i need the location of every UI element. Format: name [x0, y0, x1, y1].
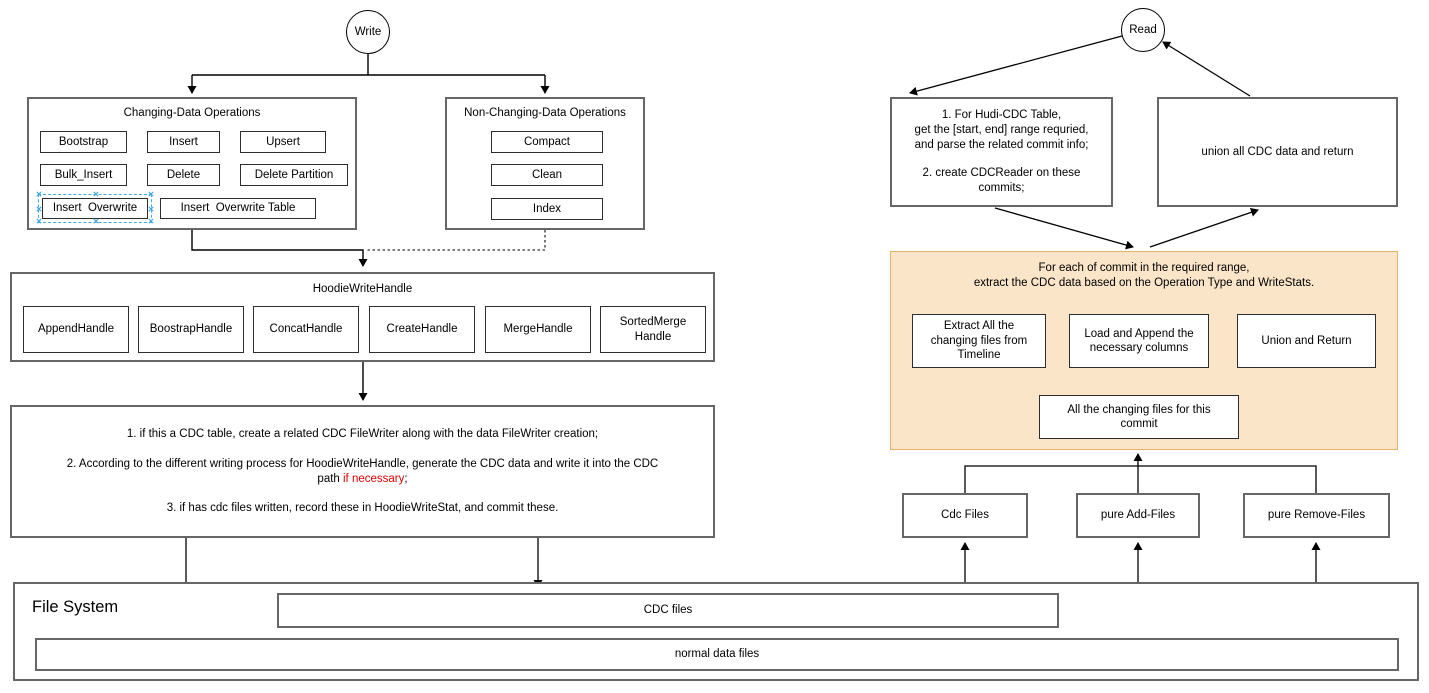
selection-handle[interactable]: ✕: [35, 205, 43, 214]
handle-boostrap[interactable]: BoostrapHandle: [138, 306, 244, 353]
selection-handle[interactable]: ✕: [92, 190, 100, 199]
range-note-box[interactable]: 1. For Hudi-CDC Table, get the [start, end] range requried, and parse the related commit info; 2. create CDCReader on these commits;: [890, 97, 1113, 207]
handle-create[interactable]: CreateHandle: [369, 306, 475, 353]
cdc-files-group-box[interactable]: Cdc Files: [902, 493, 1028, 538]
edge-filegroups-merge[interactable]: [965, 466, 1316, 493]
handle-sorted-merge[interactable]: SortedMerge Handle: [600, 306, 706, 353]
op-bulk-insert[interactable]: Bulk_Insert: [40, 164, 127, 186]
changing-data-operations-title: Changing-Data Operations: [123, 107, 261, 119]
op-insert-overwrite[interactable]: Insert Overwrite ✕ ✕ ✕ ✕ ✕ ✕ ✕ ✕: [35, 190, 155, 226]
selection-handle[interactable]: ✕: [147, 217, 155, 226]
op-delete-partition[interactable]: Delete Partition: [240, 164, 348, 186]
edge-write-split[interactable]: [192, 54, 545, 75]
per-commit-title: For each of commit in the required range, extract the CDC data based on the Operation Type and WriteStats.: [973, 262, 1315, 289]
op-index[interactable]: Index: [491, 198, 603, 220]
op-bootstrap[interactable]: Bootstrap: [40, 131, 127, 153]
edge-read-to-range[interactable]: [910, 36, 1122, 93]
non-changing-data-operations-title: Non-Changing-Data Operations: [464, 107, 626, 119]
step-load-append-columns[interactable]: Load and Append the necessary columns: [1069, 314, 1209, 368]
edge-nonchanging-dashed[interactable]: [366, 230, 545, 250]
op-delete[interactable]: Delete: [147, 164, 220, 186]
non-changing-data-operations-box[interactable]: [445, 97, 645, 230]
write-label: Write: [354, 26, 382, 38]
selection-handle[interactable]: ✕: [92, 217, 100, 226]
read-node[interactable]: [1121, 8, 1165, 52]
spacer: [892, 152, 1111, 166]
pure-add-files-box[interactable]: pure Add-Files: [1076, 493, 1200, 538]
edge-changing-to-hwh[interactable]: [192, 230, 363, 266]
edge-range-to-percommit[interactable]: [995, 208, 1133, 247]
op-clean[interactable]: Clean: [491, 164, 603, 186]
write-note-line1: 1. if this a CDC table, create a related CDC FileWriter along with the data FileWriter creation;: [126, 428, 599, 441]
edge-percommit-to-union[interactable]: [1150, 210, 1258, 247]
pure-remove-files-box[interactable]: pure Remove-Files: [1243, 493, 1390, 538]
write-node[interactable]: [346, 10, 390, 54]
op-upsert[interactable]: Upsert: [240, 131, 326, 153]
write-note-line2: 2. According to the different writing process for HoodieWriteHandle, generate the CDC data and write it into the CDC path if necessary;: [66, 457, 659, 485]
op-insert[interactable]: Insert: [147, 131, 220, 153]
handle-append[interactable]: AppendHandle: [23, 306, 129, 353]
selection-handle[interactable]: ✕: [147, 190, 155, 199]
read-label: Read: [1129, 24, 1157, 36]
if-necessary-red-text: if necessary: [343, 472, 405, 485]
hoodie-write-handle-box[interactable]: [10, 272, 715, 362]
write-note-box[interactable]: [10, 405, 715, 538]
write-note-line3: 3. if has cdc files written, record these in HoodieWriteStat, and commit these.: [166, 501, 559, 514]
per-commit-box[interactable]: [890, 251, 1398, 450]
union-all-box[interactable]: union all CDC data and return: [1157, 97, 1398, 207]
selection-handle[interactable]: ✕: [147, 205, 155, 214]
changing-files-for-commit-box[interactable]: All the changing files for this commit: [1039, 395, 1239, 439]
changing-data-operations-box[interactable]: [27, 97, 357, 230]
step-extract-changing-files[interactable]: Extract All the changing files from Timeline: [912, 314, 1046, 368]
op-insert-overwrite-table[interactable]: Insert Overwrite Table: [160, 198, 316, 219]
cdc-files-storage-box[interactable]: CDC files: [277, 593, 1059, 628]
file-system-box[interactable]: [13, 582, 1419, 681]
normal-data-files-box[interactable]: normal data files: [35, 638, 1399, 671]
file-system-title: File System: [32, 598, 119, 616]
selection-handle[interactable]: ✕: [35, 217, 43, 226]
handle-merge[interactable]: MergeHandle: [485, 306, 591, 353]
step-union-and-return[interactable]: Union and Return: [1237, 314, 1376, 368]
edge-union-to-read[interactable]: [1163, 42, 1250, 96]
hoodie-write-handle-title: HoodieWriteHandle: [312, 283, 413, 295]
selection-handle[interactable]: ✕: [35, 190, 43, 199]
op-compact[interactable]: Compact: [491, 131, 603, 153]
handle-concat[interactable]: ConcatHandle: [253, 306, 359, 353]
